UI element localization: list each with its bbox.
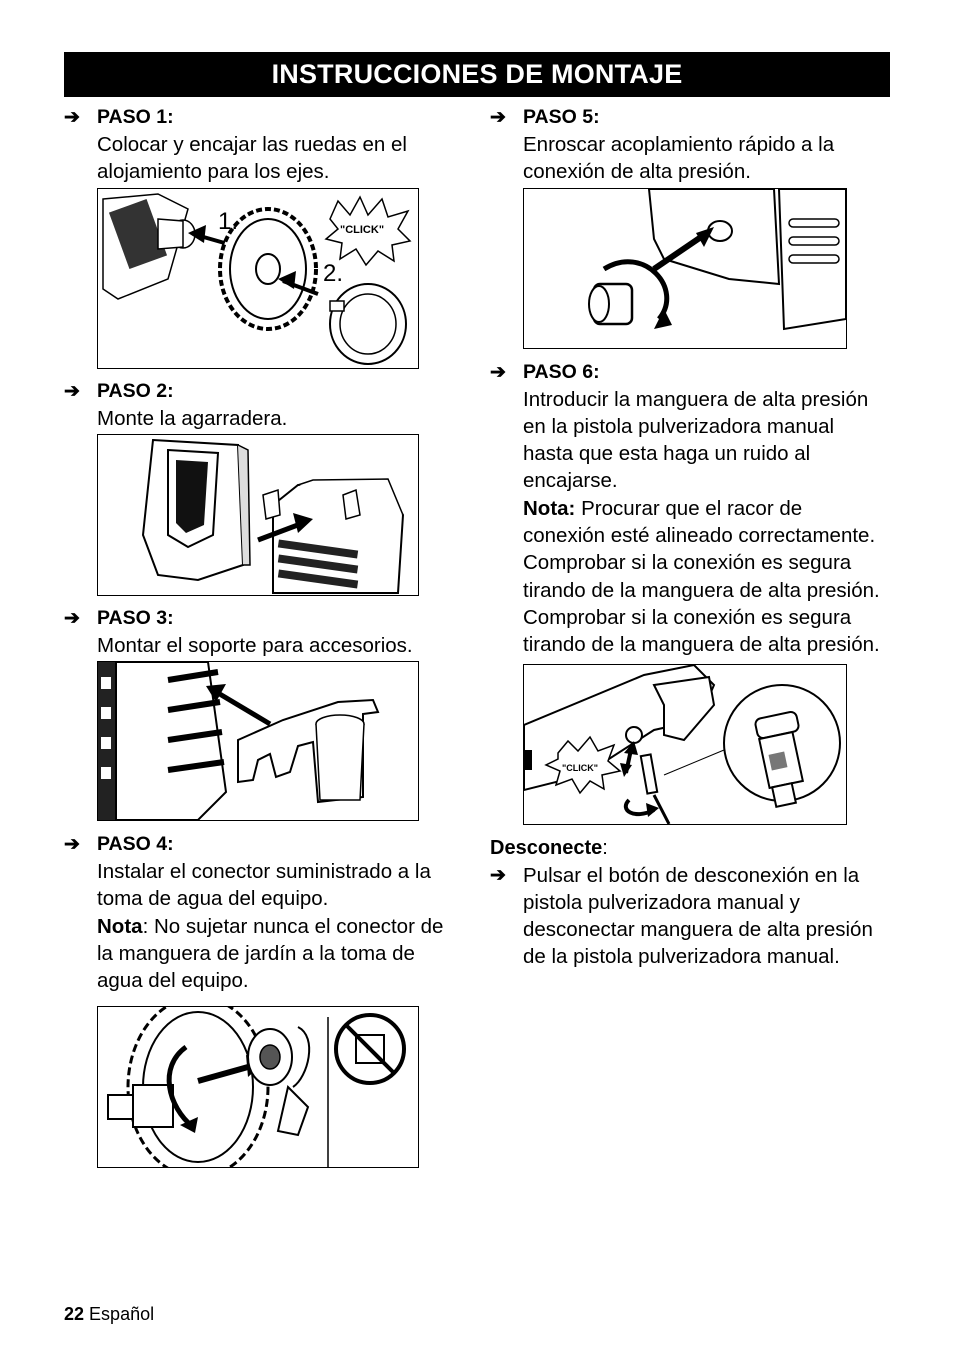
step-1 (64, 104, 444, 369)
arrow-right-icon: ➔ (490, 361, 506, 383)
step-text: Monte la agarradera. (97, 406, 288, 430)
arrow-right-icon: ➔ (64, 380, 80, 402)
step-title: PASO 2: (97, 379, 174, 402)
step-5 (490, 104, 870, 349)
step-check: Comprobar si la conexión es segura tirando de la manguera de alta presión. (523, 551, 880, 602)
click-label: "CLICK" (562, 762, 599, 773)
note-text: : No sujetar nunca el conector de la manguera de jardín a la toma de agua del equipo. (97, 914, 444, 993)
hose-gun-figure (523, 664, 847, 825)
arrow-right-icon: ➔ (64, 107, 80, 128)
footer-language: Español (89, 1304, 155, 1324)
figure-label-1: 1. (218, 207, 239, 235)
page-title: INSTRUCCIONES DE MONTAJE (64, 52, 890, 97)
handle-assembly-figure (97, 434, 419, 596)
step-text: Introducir la manguera de alta presión en la pistola pulverizadora manual hasta que esta haga un ruido al encajarse. (523, 387, 869, 493)
disconnect-heading (490, 835, 870, 862)
left-column (64, 104, 444, 1168)
step-note (97, 913, 462, 995)
step-note (523, 495, 887, 550)
arrow-right-icon: ➔ (490, 107, 506, 128)
wheel-assembly-figure (97, 188, 419, 369)
step-title: PASO 6: (523, 360, 600, 383)
figure-label-2: 2. (323, 259, 344, 287)
step-check: Comprobar si la conexión es segura tirando de la manguera de alta presión. (523, 605, 880, 657)
step-title: PASO 5: (523, 106, 600, 128)
step-6 (490, 359, 880, 825)
disconnect-title: Desconecte (490, 836, 603, 859)
step-title: PASO 3: (97, 606, 174, 629)
arrow-right-icon: ➔ (64, 834, 80, 856)
arrow-right-icon: ➔ (490, 864, 506, 886)
step-2 (64, 378, 444, 596)
page-footer (64, 1303, 154, 1325)
note-label: Nota: (523, 496, 576, 520)
step-title: PASO 4: (97, 833, 174, 856)
disconnect-colon: : (602, 836, 608, 859)
step-title: PASO 1: (97, 106, 174, 128)
step-text: Montar el soporte para accesorios. (97, 633, 413, 657)
step-4 (64, 831, 444, 1167)
step-text: Colocar y encajar las ruedas en el alojamiento para los ejes. (97, 133, 407, 184)
step-3 (64, 605, 444, 821)
quick-coupling-figure (523, 188, 847, 349)
disconnect-text: Pulsar el botón de desconexión en la pistola pulverizadora manual y desconectar manguera de alta presión de la pistola pulverizadora manual. (523, 863, 873, 969)
note-label: Nota (97, 914, 143, 938)
step-text: Enroscar acoplamiento rápido a la conexión de alta presión. (523, 133, 835, 184)
page-number: 22 (64, 1304, 85, 1324)
click-label: "CLICK" (340, 223, 385, 236)
note-text: Procurar que el racor de conexión esté alineado correctamente. (523, 496, 876, 548)
disconnect-section (490, 835, 873, 971)
step-text: Instalar el conector suministrado a la toma de agua del equipo. (97, 860, 431, 911)
right-column (490, 104, 880, 971)
accessory-holder-figure (97, 661, 419, 821)
water-connector-figure (97, 1006, 419, 1168)
disconnect-item (490, 862, 873, 971)
arrow-right-icon: ➔ (64, 607, 80, 629)
